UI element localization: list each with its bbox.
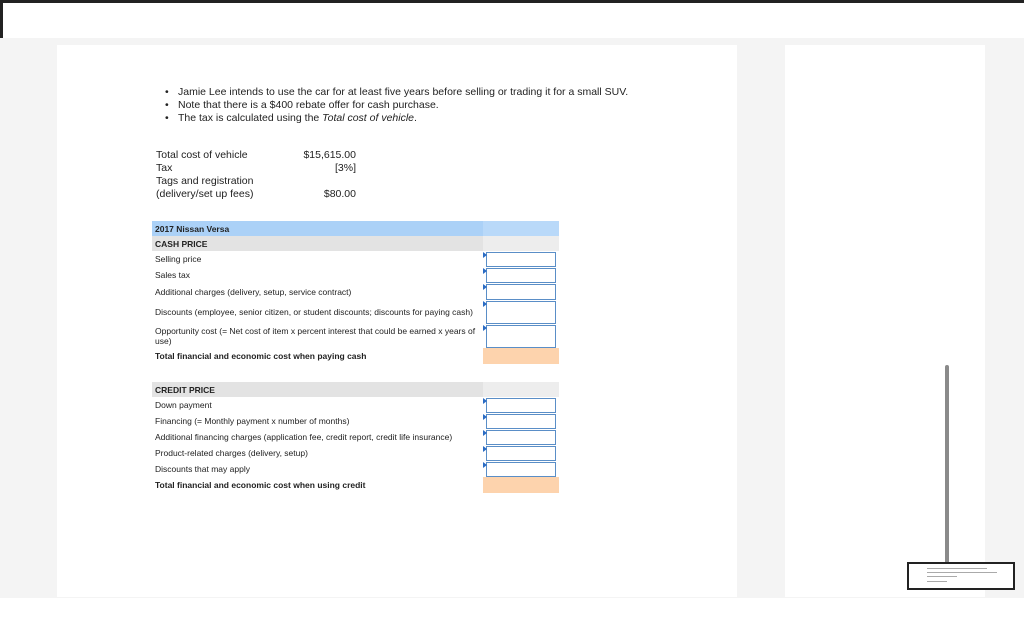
section-cell bbox=[483, 236, 559, 251]
tax-label: Tax bbox=[156, 162, 173, 174]
selling-price-label: Selling price bbox=[155, 254, 202, 264]
total-row bbox=[152, 348, 559, 364]
table-row bbox=[152, 413, 559, 429]
table-row bbox=[152, 324, 559, 348]
input-marker-icon bbox=[483, 430, 487, 436]
input-marker-icon bbox=[483, 462, 487, 468]
thumbnail-line bbox=[927, 572, 997, 573]
left-border bbox=[0, 0, 3, 38]
additional-charges-cell[interactable] bbox=[483, 283, 559, 300]
section-header-row bbox=[152, 382, 559, 397]
page-thumbnail[interactable] bbox=[907, 562, 1015, 590]
sales-tax-label: Sales tax bbox=[155, 270, 190, 280]
thumbnail-line bbox=[927, 581, 947, 582]
total-cash-label: Total financial and economic cost when paying cash bbox=[155, 351, 367, 361]
table-row bbox=[152, 283, 559, 300]
financing-input[interactable] bbox=[486, 414, 556, 429]
financing-label: Financing (= Monthly payment x number of months) bbox=[155, 416, 350, 426]
tags-value: $80.00 bbox=[323, 188, 356, 200]
down-payment-label: Down payment bbox=[155, 400, 212, 410]
input-marker-icon bbox=[483, 446, 487, 452]
bullet-icon: • bbox=[165, 112, 169, 124]
credit-discounts-input[interactable] bbox=[486, 462, 556, 477]
tags-label-line-2: (delivery/set up fees) bbox=[156, 188, 254, 200]
credit-discounts-label: Discounts that may apply bbox=[155, 464, 250, 474]
right-pane bbox=[785, 45, 985, 597]
discounts-label: Discounts (employee, senior citizen, or student discounts; discounts for paying cash) bbox=[155, 307, 473, 317]
product-charges-label: Product-related charges (delivery, setup) bbox=[155, 448, 308, 458]
credit-discounts-cell[interactable] bbox=[483, 461, 559, 477]
vertical-scrollbar[interactable] bbox=[945, 365, 949, 565]
table-title-row bbox=[152, 221, 559, 236]
opportunity-cost-cell[interactable] bbox=[483, 324, 559, 348]
down-payment-cell[interactable] bbox=[483, 397, 559, 413]
top-bar bbox=[3, 3, 1024, 38]
table-row bbox=[152, 445, 559, 461]
sales-tax-cell[interactable] bbox=[483, 267, 559, 283]
discounts-input[interactable] bbox=[486, 301, 556, 324]
total-cost-value: $15,615.00 bbox=[303, 149, 356, 161]
table-row bbox=[152, 267, 559, 283]
opportunity-cost-input[interactable] bbox=[486, 325, 556, 348]
bullet-icon: • bbox=[165, 86, 169, 98]
thumbnail-line bbox=[927, 568, 987, 569]
table-row bbox=[152, 251, 559, 267]
cash-price-heading: CASH PRICE bbox=[152, 236, 483, 251]
instruction-item: • Jamie Lee intends to use the car for at least five years before selling or trading it for a small SUV. bbox=[165, 86, 629, 98]
vehicle-cost-summary bbox=[156, 149, 356, 201]
financing-charges-input[interactable] bbox=[486, 430, 556, 445]
product-charges-cell[interactable] bbox=[483, 445, 559, 461]
credit-price-table bbox=[152, 382, 559, 493]
financing-charges-label: Additional financing charges (application fee, credit report, credit life insurance) bbox=[155, 432, 453, 442]
table-row bbox=[152, 461, 559, 477]
vehicle-title: 2017 Nissan Versa bbox=[152, 221, 483, 236]
thumbnail-line bbox=[927, 576, 957, 577]
total-credit-label: Total financial and economic cost when using credit bbox=[155, 480, 366, 490]
tax-value: [3%] bbox=[334, 162, 356, 174]
input-marker-icon bbox=[483, 284, 487, 290]
total-cash-cell bbox=[483, 348, 559, 364]
section-header-row bbox=[152, 236, 559, 251]
tags-label-line-1: Tags and registration bbox=[156, 175, 254, 187]
bottom-strip bbox=[0, 598, 1024, 640]
table-row bbox=[152, 429, 559, 445]
section-cell bbox=[483, 382, 559, 397]
financing-cell[interactable] bbox=[483, 413, 559, 429]
additional-charges-input[interactable] bbox=[486, 284, 556, 300]
instruction-item: • The tax is calculated using the Total cost of vehicle. bbox=[165, 112, 417, 124]
selling-price-input[interactable] bbox=[486, 252, 556, 267]
total-credit-cell bbox=[483, 477, 559, 493]
input-marker-icon bbox=[483, 301, 487, 307]
table-row bbox=[152, 300, 559, 324]
tags-row bbox=[156, 175, 356, 201]
financing-charges-cell[interactable] bbox=[483, 429, 559, 445]
input-marker-icon bbox=[483, 414, 487, 420]
opportunity-cost-label: Opportunity cost (= Net cost of item x percent interest that could be earned x years of use) bbox=[155, 326, 476, 346]
selling-price-cell[interactable] bbox=[483, 251, 559, 267]
bullet-icon: • bbox=[165, 99, 169, 111]
input-marker-icon bbox=[483, 398, 487, 404]
input-marker-icon bbox=[483, 268, 487, 274]
total-cost-label: Total cost of vehicle bbox=[156, 149, 248, 161]
down-payment-input[interactable] bbox=[486, 398, 556, 413]
product-charges-input[interactable] bbox=[486, 446, 556, 461]
instructions-list bbox=[165, 86, 628, 125]
input-marker-icon bbox=[483, 325, 487, 331]
sales-tax-input[interactable] bbox=[486, 268, 556, 283]
title-cell bbox=[483, 221, 559, 236]
top-border bbox=[0, 0, 1024, 3]
total-cost-row bbox=[156, 149, 356, 162]
table-row bbox=[152, 397, 559, 413]
additional-charges-label: Additional charges (delivery, setup, service contract) bbox=[155, 286, 352, 297]
instruction-item: • Note that there is a $400 rebate offer for cash purchase. bbox=[165, 99, 439, 111]
input-marker-icon bbox=[483, 252, 487, 258]
discounts-cell[interactable] bbox=[483, 300, 559, 324]
total-row bbox=[152, 477, 559, 493]
cash-price-table bbox=[152, 221, 559, 364]
credit-price-heading: CREDIT PRICE bbox=[152, 382, 483, 397]
tax-row bbox=[156, 162, 356, 175]
